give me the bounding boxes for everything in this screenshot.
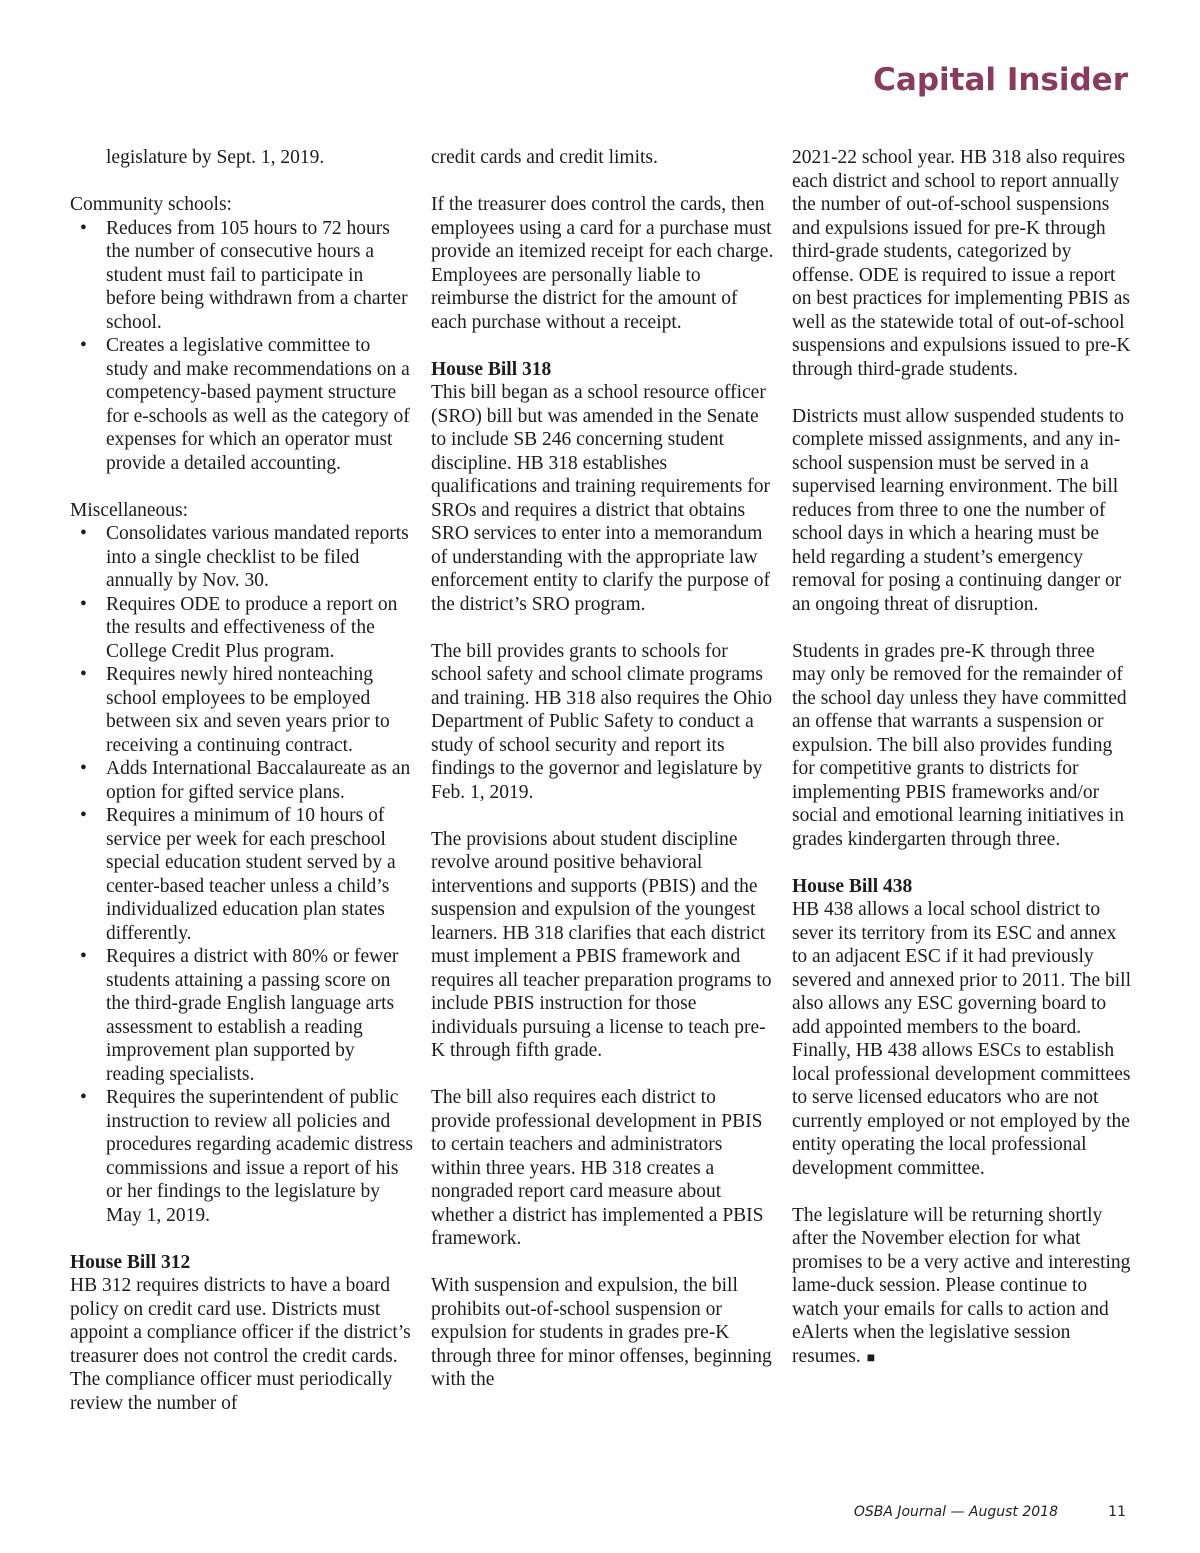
suspended-students-paragraph: Districts must allow suspended students to complete missed assignments, and any in-school suspension must be served in a supervised learning environment. The bill reduces from three to one the number of school days in which a hearing must be held regarding a student’s emergency removal for posing a continuing danger or an ongoing threat of disruption. <box>792 405 1125 615</box>
column-2 <box>431 146 776 1415</box>
list-item: • Requires a minimum of 10 hours of service per week for each preschool special education student served by a center-based teacher unless a child’s individualized education plan states differently. <box>70 804 415 945</box>
list-item: • Creates a legislative committee to study and make recommendations on a competency-based payment structure for e-schools as well as the category of expenses for which an operator must provide a detailed accounting. <box>70 334 415 475</box>
list-item: • Requires the superintendent of public instruction to review all policies and procedures regarding academic distress commissions and issue a report of his or her findings to the legislature by May 1, 2019. <box>70 1086 415 1227</box>
list-item: • Requires a district with 80% or fewer students attaining a passing score on the third-grade English language arts assessment to establish a reading improvement plan supported by reading specialists. <box>70 945 415 1086</box>
community-schools-label: Community schools: <box>70 194 232 215</box>
hb312-heading: House Bill 312 <box>70 1251 191 1273</box>
list-item: • Consolidates various mandated reports into a single checklist to be filed annually by Nov. 30. <box>70 522 415 593</box>
list-item: • Requires ODE to produce a report on the results and effectiveness of the College Credit Plus program. <box>70 593 415 664</box>
community-schools-list <box>70 217 415 476</box>
end-mark-icon: ■ <box>866 1350 876 1366</box>
hb318-heading: House Bill 318 <box>431 358 552 380</box>
grants-paragraph: The bill provides grants to schools for school safety and school climate programs and training. HB 318 also requires the Ohio Department of Public Safety to conduct a study of school security and report its findings to the governor and legislature by Feb. 1, 2019. <box>431 640 773 803</box>
carryover-text: credit cards and credit limits. <box>431 147 658 168</box>
closing-paragraph <box>792 1204 1132 1371</box>
column-1 <box>70 146 415 1439</box>
hb312-paragraph: HB 312 requires districts to have a board policy on credit card use. Districts must appoint a compliance officer if the district’s treasurer does not control the credit cards. The compliance officer must periodically review the number of <box>70 1275 411 1414</box>
carryover-text: legislature by Sept. 1, 2019. <box>106 147 325 168</box>
miscellaneous-label: Miscellaneous: <box>70 499 189 521</box>
list-item: • Requires newly hired nonteaching school employees to be employed between six and seven years prior to receiving a continuing contract. <box>70 663 415 757</box>
closing-text: The legislature will be returning shortly after the November election for what promises to be a very active and interesting lame-duck session. Please continue to watch your emails for calls to action and eAlerts when the legislative session resumes. <box>792 1204 1131 1367</box>
list-item: • Adds International Baccalaureate as an option for gifted service plans. <box>70 757 415 804</box>
hb438-heading: House Bill 438 <box>792 875 913 897</box>
column-3 <box>792 146 1132 1394</box>
hb438-paragraph: HB 438 allows a local school district to sever its territory from its ESC and annex to an adjacent ESC if it had previously severed and annexed prior to 2011. The bill also allows any ESC governing board to add appointed members to the board. Finally, HB 438 allows ESCs to establish local professional development committees to serve licensed educators who are not currently employed or not employed by the entity operating the local professional development committee. <box>792 899 1131 1179</box>
list-item: • Reduces from 105 hours to 72 hours the number of consecutive hours a student must fail to participate in before being withdrawn from a charter school. <box>70 217 415 335</box>
discipline-paragraph: The provisions about student discipline revolve around positive behavioral interventions and supports (PBIS) and the suspension and expulsion of the youngest learners. HB 318 clarifies that each district must implement a PBIS framework and requires all teacher preparation programs to include PBIS instruction for those individuals pursuing a license to teach pre-K through fifth grade. <box>431 828 772 1061</box>
reporting-paragraph: 2021-22 school year. HB 318 also requires each district and school to report annually the number of out-of-school suspensions and expulsions issued for pre-K through third-grade students, categorized by offense. ODE is required to issue a report on best practices for implementing PBIS as well as the statewide total of out-of-school suspensions and expulsions issued to pre-K through third-grade students. <box>792 147 1131 380</box>
treasurer-paragraph: If the treasurer does control the cards, then employees using a card for a purchase must provide an itemized receipt for each charge. Employees are personally liable to reimburse the district for the amount of each purchase without a receipt. <box>431 194 774 333</box>
section-title: Capital Insider <box>873 62 1128 98</box>
removal-paragraph: Students in grades pre-K through three may only be removed for the remainder of the school day unless they have committed an offense that warrants a suspension or expulsion. The bill also provides funding for competitive grants to districts for implementing PBIS frameworks and/or social and emotional learning initiatives in grades kindergarten through three. <box>792 640 1127 850</box>
page-number: 11 <box>1108 1504 1126 1520</box>
journal-title: OSBA Journal — August 2018 <box>853 1504 1058 1520</box>
miscellaneous-list <box>70 522 415 1227</box>
suspension-paragraph: With suspension and expulsion, the bill prohibits out-of-school suspension or expulsion for students in grades pre-K through three for minor offenses, beginning with the <box>431 1275 772 1390</box>
professional-development-paragraph: The bill also requires each district to provide professional development in PBIS to certain teachers and administrators within three years. HB 318 creates a nongraded report card measure about whether a district has implemented a PBIS framework. <box>431 1087 764 1249</box>
hb318-paragraph: This bill began as a school resource officer (SRO) bill but was amended in the Senate to include SB 246 concerning student discipline. HB 318 establishes qualifications and training requirements for SROs and requires a district that obtains SRO services to enter into a memorandum of understanding with the appropriate law enforcement entity to clarify the purpose of the district’s SRO program. <box>431 382 770 615</box>
